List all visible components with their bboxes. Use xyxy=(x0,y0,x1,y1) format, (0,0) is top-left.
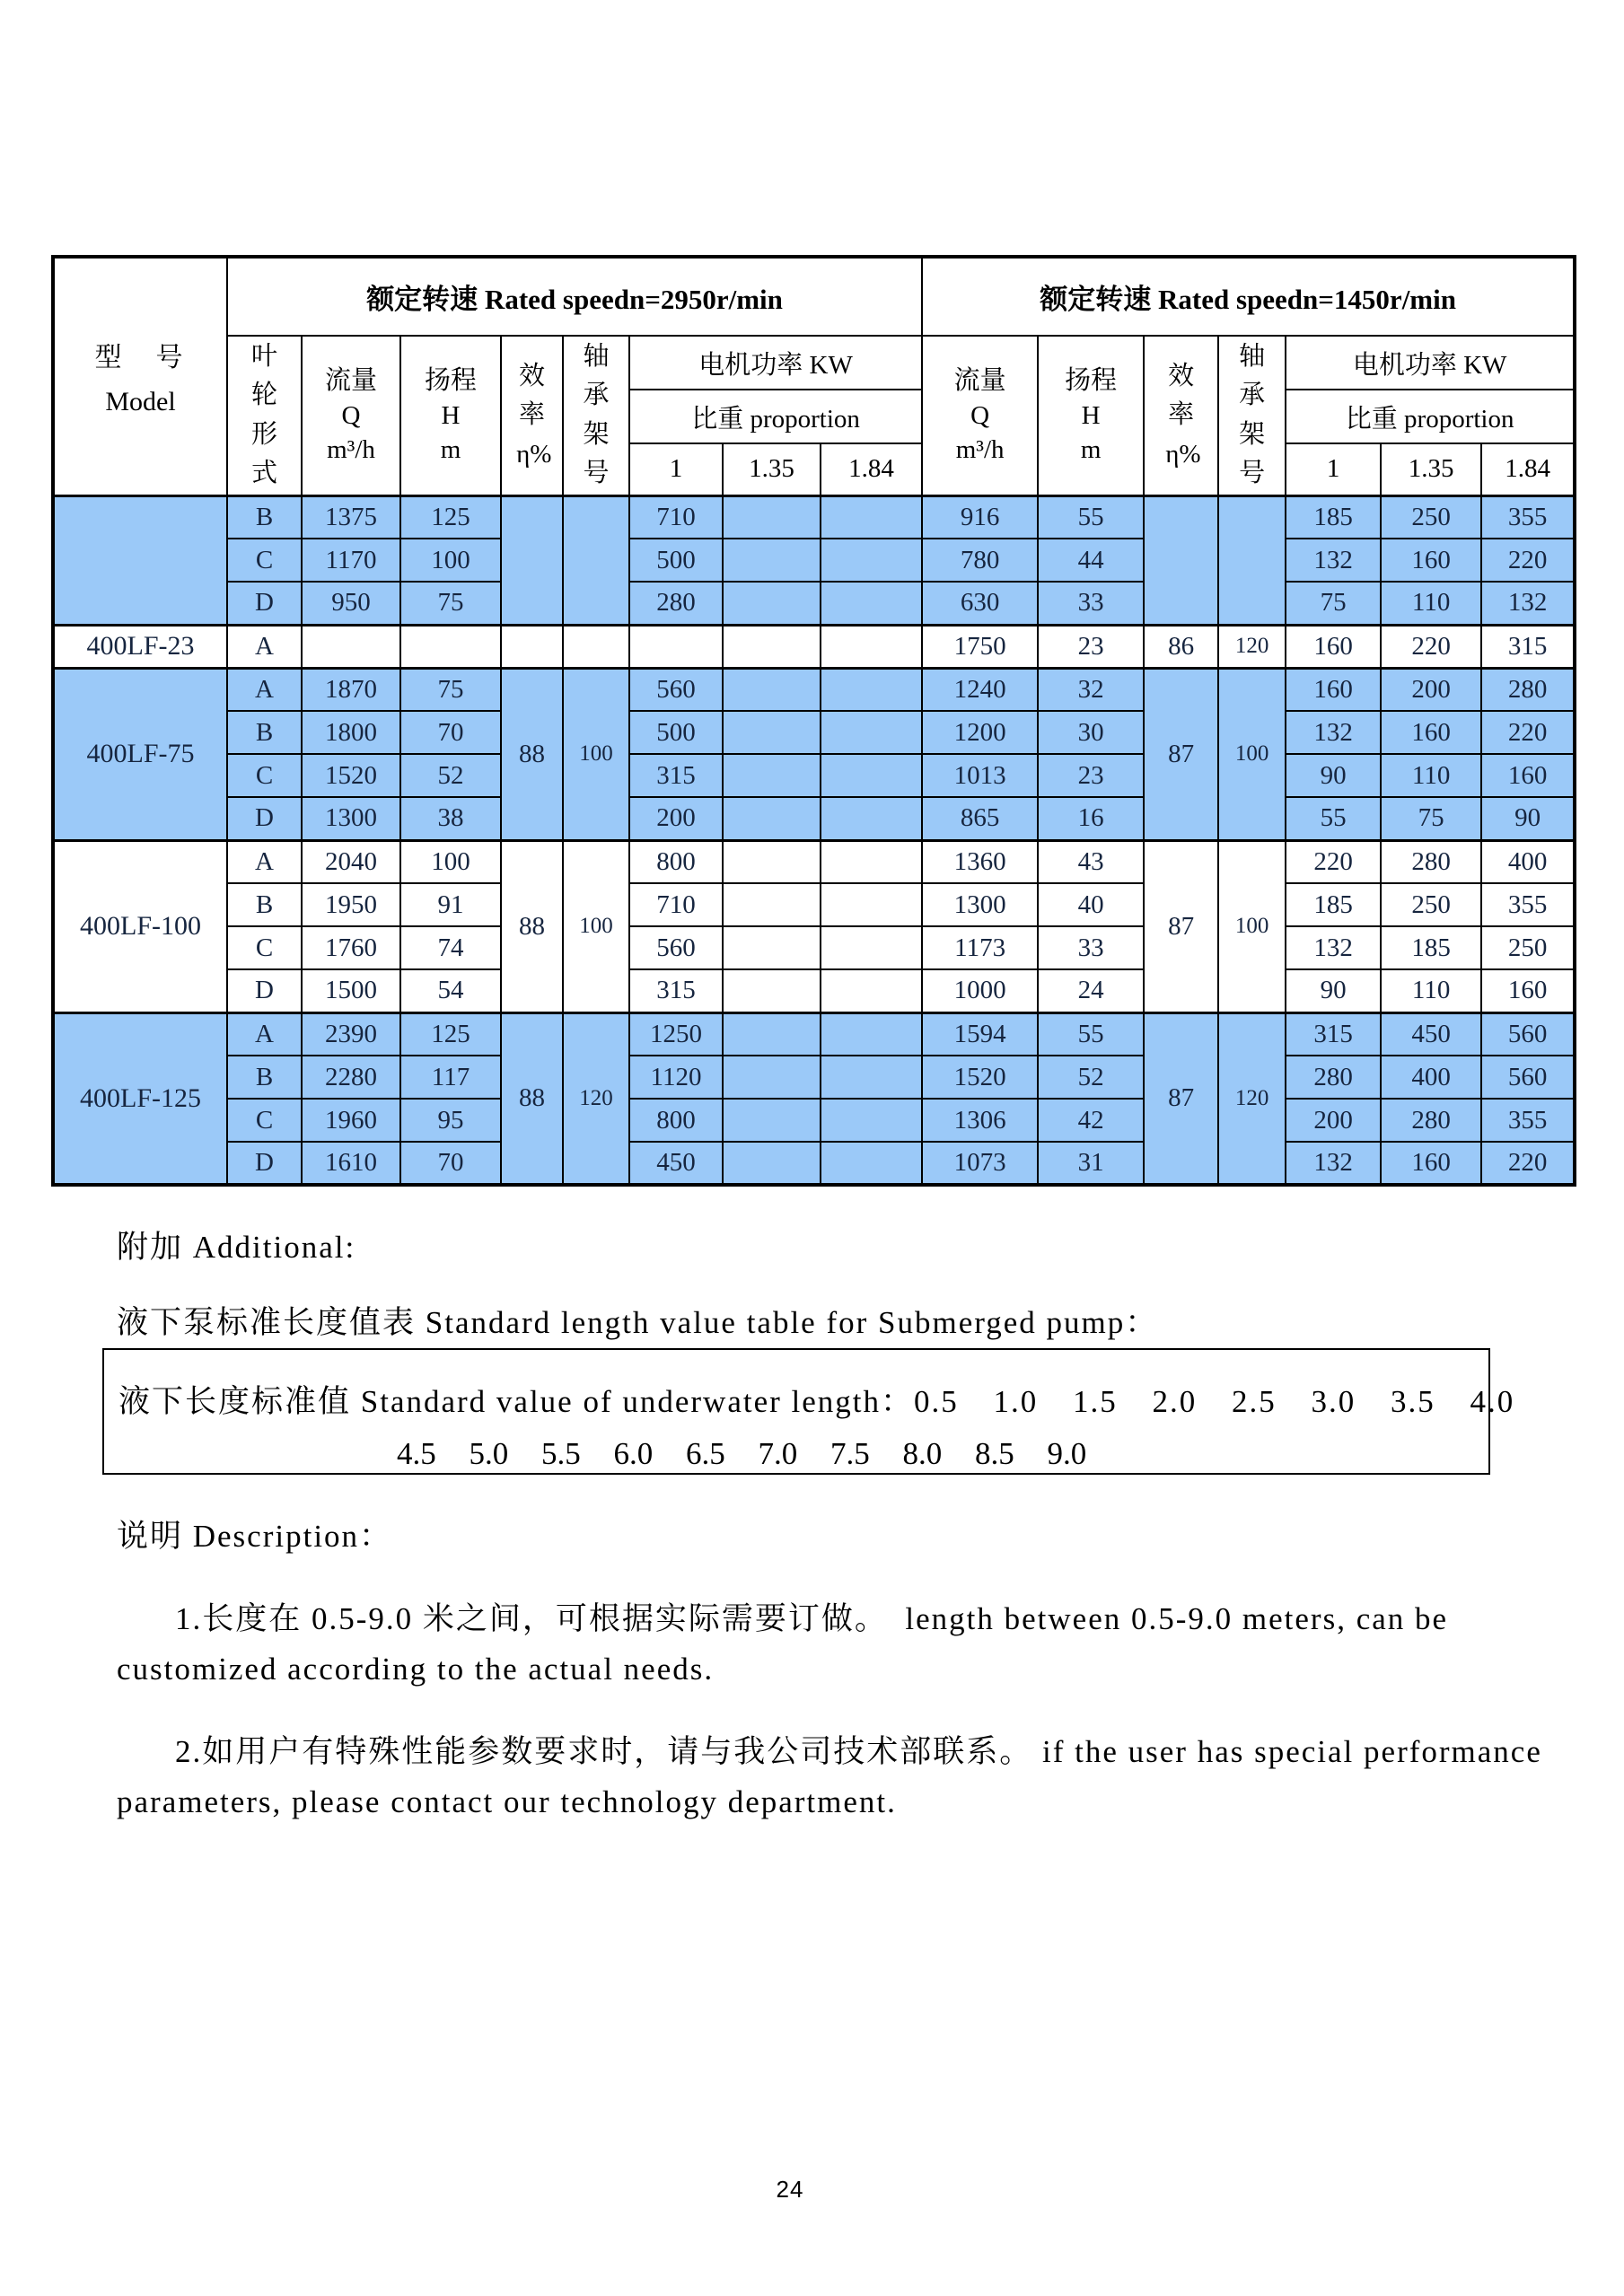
header-flow-2950: 流量 Q m³/h xyxy=(302,336,400,495)
cell-power-184-1450: 280 xyxy=(1481,668,1575,711)
cell-power-1-1450: 55 xyxy=(1286,797,1381,840)
cell-head-2950: 125 xyxy=(400,495,501,539)
cell-power-184-2950 xyxy=(821,969,922,1012)
cell-impeller: D xyxy=(227,582,302,625)
cell-power-1-1450: 220 xyxy=(1286,840,1381,883)
spec-table-body xyxy=(53,495,1575,1185)
cell-efficiency-1450: 87 xyxy=(1144,1012,1218,1185)
cell-power-135-2950 xyxy=(723,1142,821,1185)
cell-power-1-1450: 160 xyxy=(1286,625,1381,668)
cell-impeller: A xyxy=(227,1012,302,1056)
cell-power-135-2950 xyxy=(723,883,821,926)
cell-power-184-2950 xyxy=(821,495,922,539)
cell-head-1450: 24 xyxy=(1038,969,1144,1012)
cell-power-135-2950 xyxy=(723,797,821,840)
cell-head-2950: 95 xyxy=(400,1099,501,1142)
cell-flow-1450: 1173 xyxy=(922,926,1038,969)
cell-head-1450: 42 xyxy=(1038,1099,1144,1142)
cell-flow-2950: 1950 xyxy=(302,883,400,926)
cell-power-1-2950: 500 xyxy=(629,711,723,754)
cell-efficiency-1450: 87 xyxy=(1144,668,1218,840)
cell-power-1-1450: 315 xyxy=(1286,1012,1381,1056)
cell-power-1-1450: 90 xyxy=(1286,754,1381,797)
cell-flow-1450: 1306 xyxy=(922,1099,1038,1142)
cell-impeller: A xyxy=(227,668,302,711)
cell-power-1-2950: 280 xyxy=(629,582,723,625)
cell-power-184-2950 xyxy=(821,926,922,969)
description-item2-line2: parameters, please contact our technology department. xyxy=(117,1784,897,1819)
cell-power-184-1450: 560 xyxy=(1481,1012,1575,1056)
cell-head-1450: 55 xyxy=(1038,495,1144,539)
header-row-sections xyxy=(53,257,1575,336)
cell-power-135-1450: 220 xyxy=(1381,625,1481,668)
header-ratio-135-2950: 1.35 xyxy=(723,443,821,495)
cell-power-135-2950 xyxy=(723,539,821,582)
table-row xyxy=(53,797,1575,840)
cell-power-135-2950 xyxy=(723,625,821,668)
cell-bearing-2950: 120 xyxy=(563,1012,629,1185)
cell-bearing-1450: 100 xyxy=(1218,668,1286,840)
cell-flow-2950: 2280 xyxy=(302,1056,400,1099)
cell-model xyxy=(53,495,227,625)
cell-head-2950: 125 xyxy=(400,1012,501,1056)
cell-impeller: A xyxy=(227,840,302,883)
cell-power-184-1450: 220 xyxy=(1481,1142,1575,1185)
table-row xyxy=(53,883,1575,926)
cell-flow-2950: 1870 xyxy=(302,668,400,711)
cell-flow-2950 xyxy=(302,625,400,668)
table-row xyxy=(53,1142,1575,1185)
cell-flow-1450: 1594 xyxy=(922,1012,1038,1056)
cell-head-2950: 75 xyxy=(400,582,501,625)
header-efficiency-2950: 效率η% xyxy=(501,336,563,495)
cell-bearing-1450: 100 xyxy=(1218,840,1286,1012)
cell-power-135-2950 xyxy=(723,1012,821,1056)
cell-power-1-1450: 200 xyxy=(1286,1099,1381,1142)
cell-power-1-1450: 132 xyxy=(1286,926,1381,969)
header-ratio-184-2950: 1.84 xyxy=(821,443,922,495)
header-efficiency-1450: 效率η% xyxy=(1144,336,1218,495)
cell-model: 400LF-23 xyxy=(53,625,227,668)
cell-head-1450: 30 xyxy=(1038,711,1144,754)
cell-power-184-2950 xyxy=(821,754,922,797)
cell-power-1-1450: 132 xyxy=(1286,711,1381,754)
cell-efficiency-1450 xyxy=(1144,495,1218,625)
cell-bearing-1450: 120 xyxy=(1218,625,1286,668)
cell-head-1450: 33 xyxy=(1038,926,1144,969)
cell-power-1-2950: 710 xyxy=(629,495,723,539)
cell-power-135-1450: 160 xyxy=(1381,539,1481,582)
length-box-label: 液下长度标准值 Standard value of underwater length： xyxy=(119,1384,915,1419)
cell-power-184-1450: 160 xyxy=(1481,969,1575,1012)
cell-power-184-1450: 220 xyxy=(1481,711,1575,754)
cell-power-135-1450: 185 xyxy=(1381,926,1481,969)
cell-head-2950: 70 xyxy=(400,1142,501,1185)
cell-power-135-1450: 450 xyxy=(1381,1012,1481,1056)
cell-power-184-2950 xyxy=(821,883,922,926)
cell-power-1-1450: 160 xyxy=(1286,668,1381,711)
cell-flow-2950: 1500 xyxy=(302,969,400,1012)
cell-head-2950: 100 xyxy=(400,840,501,883)
table-row xyxy=(53,582,1575,625)
cell-power-135-1450: 250 xyxy=(1381,495,1481,539)
cell-impeller: D xyxy=(227,1142,302,1185)
cell-flow-2950: 950 xyxy=(302,582,400,625)
cell-power-135-1450: 250 xyxy=(1381,883,1481,926)
table-row xyxy=(53,969,1575,1012)
cell-power-135-2950 xyxy=(723,754,821,797)
cell-head-1450: 55 xyxy=(1038,1012,1144,1056)
cell-power-1-1450: 75 xyxy=(1286,582,1381,625)
cell-impeller: D xyxy=(227,969,302,1012)
cell-power-184-2950 xyxy=(821,1142,922,1185)
cell-flow-1450: 1300 xyxy=(922,883,1038,926)
cell-head-1450: 40 xyxy=(1038,883,1144,926)
header-section-1450: 额定转速 Rated speedn=1450r/min xyxy=(922,257,1575,336)
cell-flow-2950: 1760 xyxy=(302,926,400,969)
cell-power-135-2950 xyxy=(723,582,821,625)
cell-head-2950: 54 xyxy=(400,969,501,1012)
table-row xyxy=(53,668,1575,711)
cell-efficiency-2950 xyxy=(501,495,563,625)
header-head-2950: 扬程 H m xyxy=(400,336,501,495)
cell-flow-2950: 1520 xyxy=(302,754,400,797)
cell-power-135-1450: 110 xyxy=(1381,969,1481,1012)
cell-efficiency-1450: 87 xyxy=(1144,840,1218,1012)
cell-flow-1450: 1200 xyxy=(922,711,1038,754)
cell-head-1450: 52 xyxy=(1038,1056,1144,1099)
cell-impeller: C xyxy=(227,926,302,969)
cell-power-135-1450: 75 xyxy=(1381,797,1481,840)
header-flow-1450: 流量 Q m³/h xyxy=(922,336,1038,495)
cell-flow-1450: 916 xyxy=(922,495,1038,539)
table-row xyxy=(53,840,1575,883)
cell-head-1450: 31 xyxy=(1038,1142,1144,1185)
cell-impeller: B xyxy=(227,1056,302,1099)
cell-power-1-2950: 1250 xyxy=(629,1012,723,1056)
cell-power-184-1450: 160 xyxy=(1481,754,1575,797)
cell-flow-2950: 2040 xyxy=(302,840,400,883)
header-ratio-135-1450: 1.35 xyxy=(1381,443,1481,495)
cell-model: 400LF-125 xyxy=(53,1012,227,1185)
cell-power-135-1450: 280 xyxy=(1381,840,1481,883)
cell-power-184-1450: 355 xyxy=(1481,495,1575,539)
length-values-line2: 4.5 5.0 5.5 6.0 6.5 7.0 7.5 8.0 8.5 9.0 xyxy=(397,1436,1087,1471)
cell-impeller: D xyxy=(227,797,302,840)
spec-table xyxy=(51,255,1576,1187)
cell-power-135-2950 xyxy=(723,840,821,883)
cell-power-184-2950 xyxy=(821,582,922,625)
header-ratio-1-2950: 1 xyxy=(629,443,723,495)
cell-power-1-2950: 560 xyxy=(629,926,723,969)
description-label: 说明 Description： xyxy=(117,1519,393,1554)
cell-head-1450: 16 xyxy=(1038,797,1144,840)
cell-impeller: C xyxy=(227,754,302,797)
cell-power-184-2950 xyxy=(821,1099,922,1142)
cell-model: 400LF-75 xyxy=(53,668,227,840)
table-row xyxy=(53,1056,1575,1099)
cell-power-184-1450: 250 xyxy=(1481,926,1575,969)
cell-power-1-2950: 560 xyxy=(629,668,723,711)
cell-model: 400LF-100 xyxy=(53,840,227,1012)
cell-power-135-1450: 280 xyxy=(1381,1099,1481,1142)
cell-flow-2950: 1375 xyxy=(302,495,400,539)
cell-flow-1450: 1360 xyxy=(922,840,1038,883)
cell-power-184-2950 xyxy=(821,1012,922,1056)
cell-power-184-1450: 90 xyxy=(1481,797,1575,840)
spec-table-header xyxy=(53,257,1575,495)
cell-efficiency-2950: 88 xyxy=(501,668,563,840)
cell-efficiency-2950 xyxy=(501,625,563,668)
cell-flow-2950: 1610 xyxy=(302,1142,400,1185)
length-values-line1: 0.5 1.0 1.5 2.0 2.5 3.0 3.5 4.0 xyxy=(914,1384,1515,1419)
cell-power-1-1450: 185 xyxy=(1286,495,1381,539)
cell-flow-2950: 1300 xyxy=(302,797,400,840)
cell-flow-1450: 1240 xyxy=(922,668,1038,711)
cell-power-135-2950 xyxy=(723,926,821,969)
header-power-1450: 电机功率 KW xyxy=(1286,336,1575,390)
cell-power-135-2950 xyxy=(723,495,821,539)
header-bearing-1450: 轴承架号 xyxy=(1218,336,1286,495)
cell-bearing-1450 xyxy=(1218,495,1286,625)
table-row xyxy=(53,625,1575,668)
table-row xyxy=(53,495,1575,539)
cell-flow-1450: 780 xyxy=(922,539,1038,582)
table-row xyxy=(53,1012,1575,1056)
cell-flow-1450: 865 xyxy=(922,797,1038,840)
cell-power-1-1450: 185 xyxy=(1286,883,1381,926)
cell-power-184-1450: 560 xyxy=(1481,1056,1575,1099)
cell-power-184-2950 xyxy=(821,668,922,711)
table-row xyxy=(53,1099,1575,1142)
cell-power-1-2950: 315 xyxy=(629,969,723,1012)
cell-power-1-1450: 132 xyxy=(1286,539,1381,582)
cell-head-1450: 43 xyxy=(1038,840,1144,883)
cell-power-135-2950 xyxy=(723,711,821,754)
table-row xyxy=(53,539,1575,582)
cell-power-1-2950: 1120 xyxy=(629,1056,723,1099)
table-row xyxy=(53,711,1575,754)
cell-power-135-1450: 110 xyxy=(1381,582,1481,625)
cell-power-135-1450: 160 xyxy=(1381,711,1481,754)
header-model-cn: 型 号 xyxy=(94,343,187,373)
header-proportion-1450: 比重 proportion xyxy=(1286,390,1575,443)
cell-head-1450: 33 xyxy=(1038,582,1144,625)
cell-power-135-1450: 160 xyxy=(1381,1142,1481,1185)
header-bearing-2950: 轴承架号 xyxy=(563,336,629,495)
cell-flow-1450: 1750 xyxy=(922,625,1038,668)
header-row-columns xyxy=(53,336,1575,390)
table-row xyxy=(53,754,1575,797)
cell-power-184-1450: 400 xyxy=(1481,840,1575,883)
cell-power-184-1450: 355 xyxy=(1481,883,1575,926)
additional-label: 附加 Additional: xyxy=(117,1230,356,1265)
cell-head-2950: 75 xyxy=(400,668,501,711)
cell-power-135-1450: 200 xyxy=(1381,668,1481,711)
cell-bearing-1450: 120 xyxy=(1218,1012,1286,1185)
cell-flow-1450: 1520 xyxy=(922,1056,1038,1099)
cell-power-135-1450: 110 xyxy=(1381,754,1481,797)
header-proportion-2950: 比重 proportion xyxy=(629,390,922,443)
cell-impeller: C xyxy=(227,539,302,582)
header-impeller: 叶轮形式 xyxy=(227,336,302,495)
cell-power-135-2950 xyxy=(723,1056,821,1099)
cell-head-1450: 44 xyxy=(1038,539,1144,582)
cell-bearing-2950: 100 xyxy=(563,668,629,840)
cell-head-1450: 23 xyxy=(1038,625,1144,668)
header-power-2950: 电机功率 KW xyxy=(629,336,922,390)
cell-head-2950 xyxy=(400,625,501,668)
cell-power-184-2950 xyxy=(821,1056,922,1099)
cell-head-2950: 38 xyxy=(400,797,501,840)
cell-power-184-1450: 355 xyxy=(1481,1099,1575,1142)
header-head-1450: 扬程 H m xyxy=(1038,336,1144,495)
cell-head-2950: 70 xyxy=(400,711,501,754)
cell-head-2950: 52 xyxy=(400,754,501,797)
cell-flow-2950: 2390 xyxy=(302,1012,400,1056)
cell-head-1450: 32 xyxy=(1038,668,1144,711)
description-item1-line2: customized according to the actual needs. xyxy=(117,1652,715,1687)
cell-head-2950: 74 xyxy=(400,926,501,969)
cell-bearing-2950: 100 xyxy=(563,840,629,1012)
cell-head-2950: 117 xyxy=(400,1056,501,1099)
cell-power-1-2950: 450 xyxy=(629,1142,723,1185)
cell-power-1-1450: 280 xyxy=(1286,1056,1381,1099)
cell-impeller: B xyxy=(227,883,302,926)
cell-efficiency-1450: 86 xyxy=(1144,625,1218,668)
cell-power-184-1450: 220 xyxy=(1481,539,1575,582)
cell-power-1-2950: 315 xyxy=(629,754,723,797)
cell-power-135-2950 xyxy=(723,1099,821,1142)
header-ratio-1-1450: 1 xyxy=(1286,443,1381,495)
cell-flow-1450: 630 xyxy=(922,582,1038,625)
cell-power-135-1450: 400 xyxy=(1381,1056,1481,1099)
cell-impeller: A xyxy=(227,625,302,668)
cell-power-1-1450: 90 xyxy=(1286,969,1381,1012)
cell-power-1-1450: 132 xyxy=(1286,1142,1381,1185)
cell-power-1-2950 xyxy=(629,625,723,668)
cell-impeller: B xyxy=(227,495,302,539)
cell-flow-2950: 1800 xyxy=(302,711,400,754)
subtable-title: 液下泵标准长度值表 Standard length value table for Submerged pump： xyxy=(117,1305,1159,1340)
cell-head-1450: 23 xyxy=(1038,754,1144,797)
cell-power-1-2950: 200 xyxy=(629,797,723,840)
cell-power-1-2950: 800 xyxy=(629,1099,723,1142)
cell-efficiency-2950: 88 xyxy=(501,840,563,1012)
cell-power-1-2950: 800 xyxy=(629,840,723,883)
cell-bearing-2950 xyxy=(563,625,629,668)
cell-head-2950: 100 xyxy=(400,539,501,582)
header-model xyxy=(53,257,227,495)
cell-power-184-2950 xyxy=(821,625,922,668)
cell-power-184-2950 xyxy=(821,797,922,840)
table-row xyxy=(53,926,1575,969)
header-ratio-184-1450: 1.84 xyxy=(1481,443,1575,495)
cell-power-135-2950 xyxy=(723,668,821,711)
page-number: 24 xyxy=(776,2176,804,2203)
cell-power-184-2950 xyxy=(821,539,922,582)
cell-flow-1450: 1000 xyxy=(922,969,1038,1012)
header-model-en: Model xyxy=(105,387,176,417)
cell-power-184-1450: 315 xyxy=(1481,625,1575,668)
cell-impeller: B xyxy=(227,711,302,754)
cell-power-135-2950 xyxy=(723,969,821,1012)
cell-efficiency-2950: 88 xyxy=(501,1012,563,1185)
cell-flow-2950: 1960 xyxy=(302,1099,400,1142)
length-box-line1 xyxy=(119,1377,1515,1422)
cell-power-1-2950: 500 xyxy=(629,539,723,582)
description-item1-line1: 1.长度在 0.5-9.0 米之间，可根据实际需要订做。 length between 0.5-9.0 meters, can be xyxy=(175,1601,1449,1636)
header-section-2950: 额定转速 Rated speedn=2950r/min xyxy=(227,257,922,336)
description-item2-line1: 2.如用户有特殊性能参数要求时，请与我公司技术部联系。 if the user has special performance xyxy=(175,1734,1542,1769)
cell-bearing-2950 xyxy=(563,495,629,625)
length-value-box xyxy=(102,1348,1515,1475)
cell-flow-1450: 1013 xyxy=(922,754,1038,797)
cell-power-1-2950: 710 xyxy=(629,883,723,926)
cell-head-2950: 91 xyxy=(400,883,501,926)
cell-impeller: C xyxy=(227,1099,302,1142)
cell-flow-2950: 1170 xyxy=(302,539,400,582)
cell-flow-1450: 1073 xyxy=(922,1142,1038,1185)
cell-power-184-1450: 132 xyxy=(1481,582,1575,625)
cell-power-184-2950 xyxy=(821,840,922,883)
cell-power-184-2950 xyxy=(821,711,922,754)
